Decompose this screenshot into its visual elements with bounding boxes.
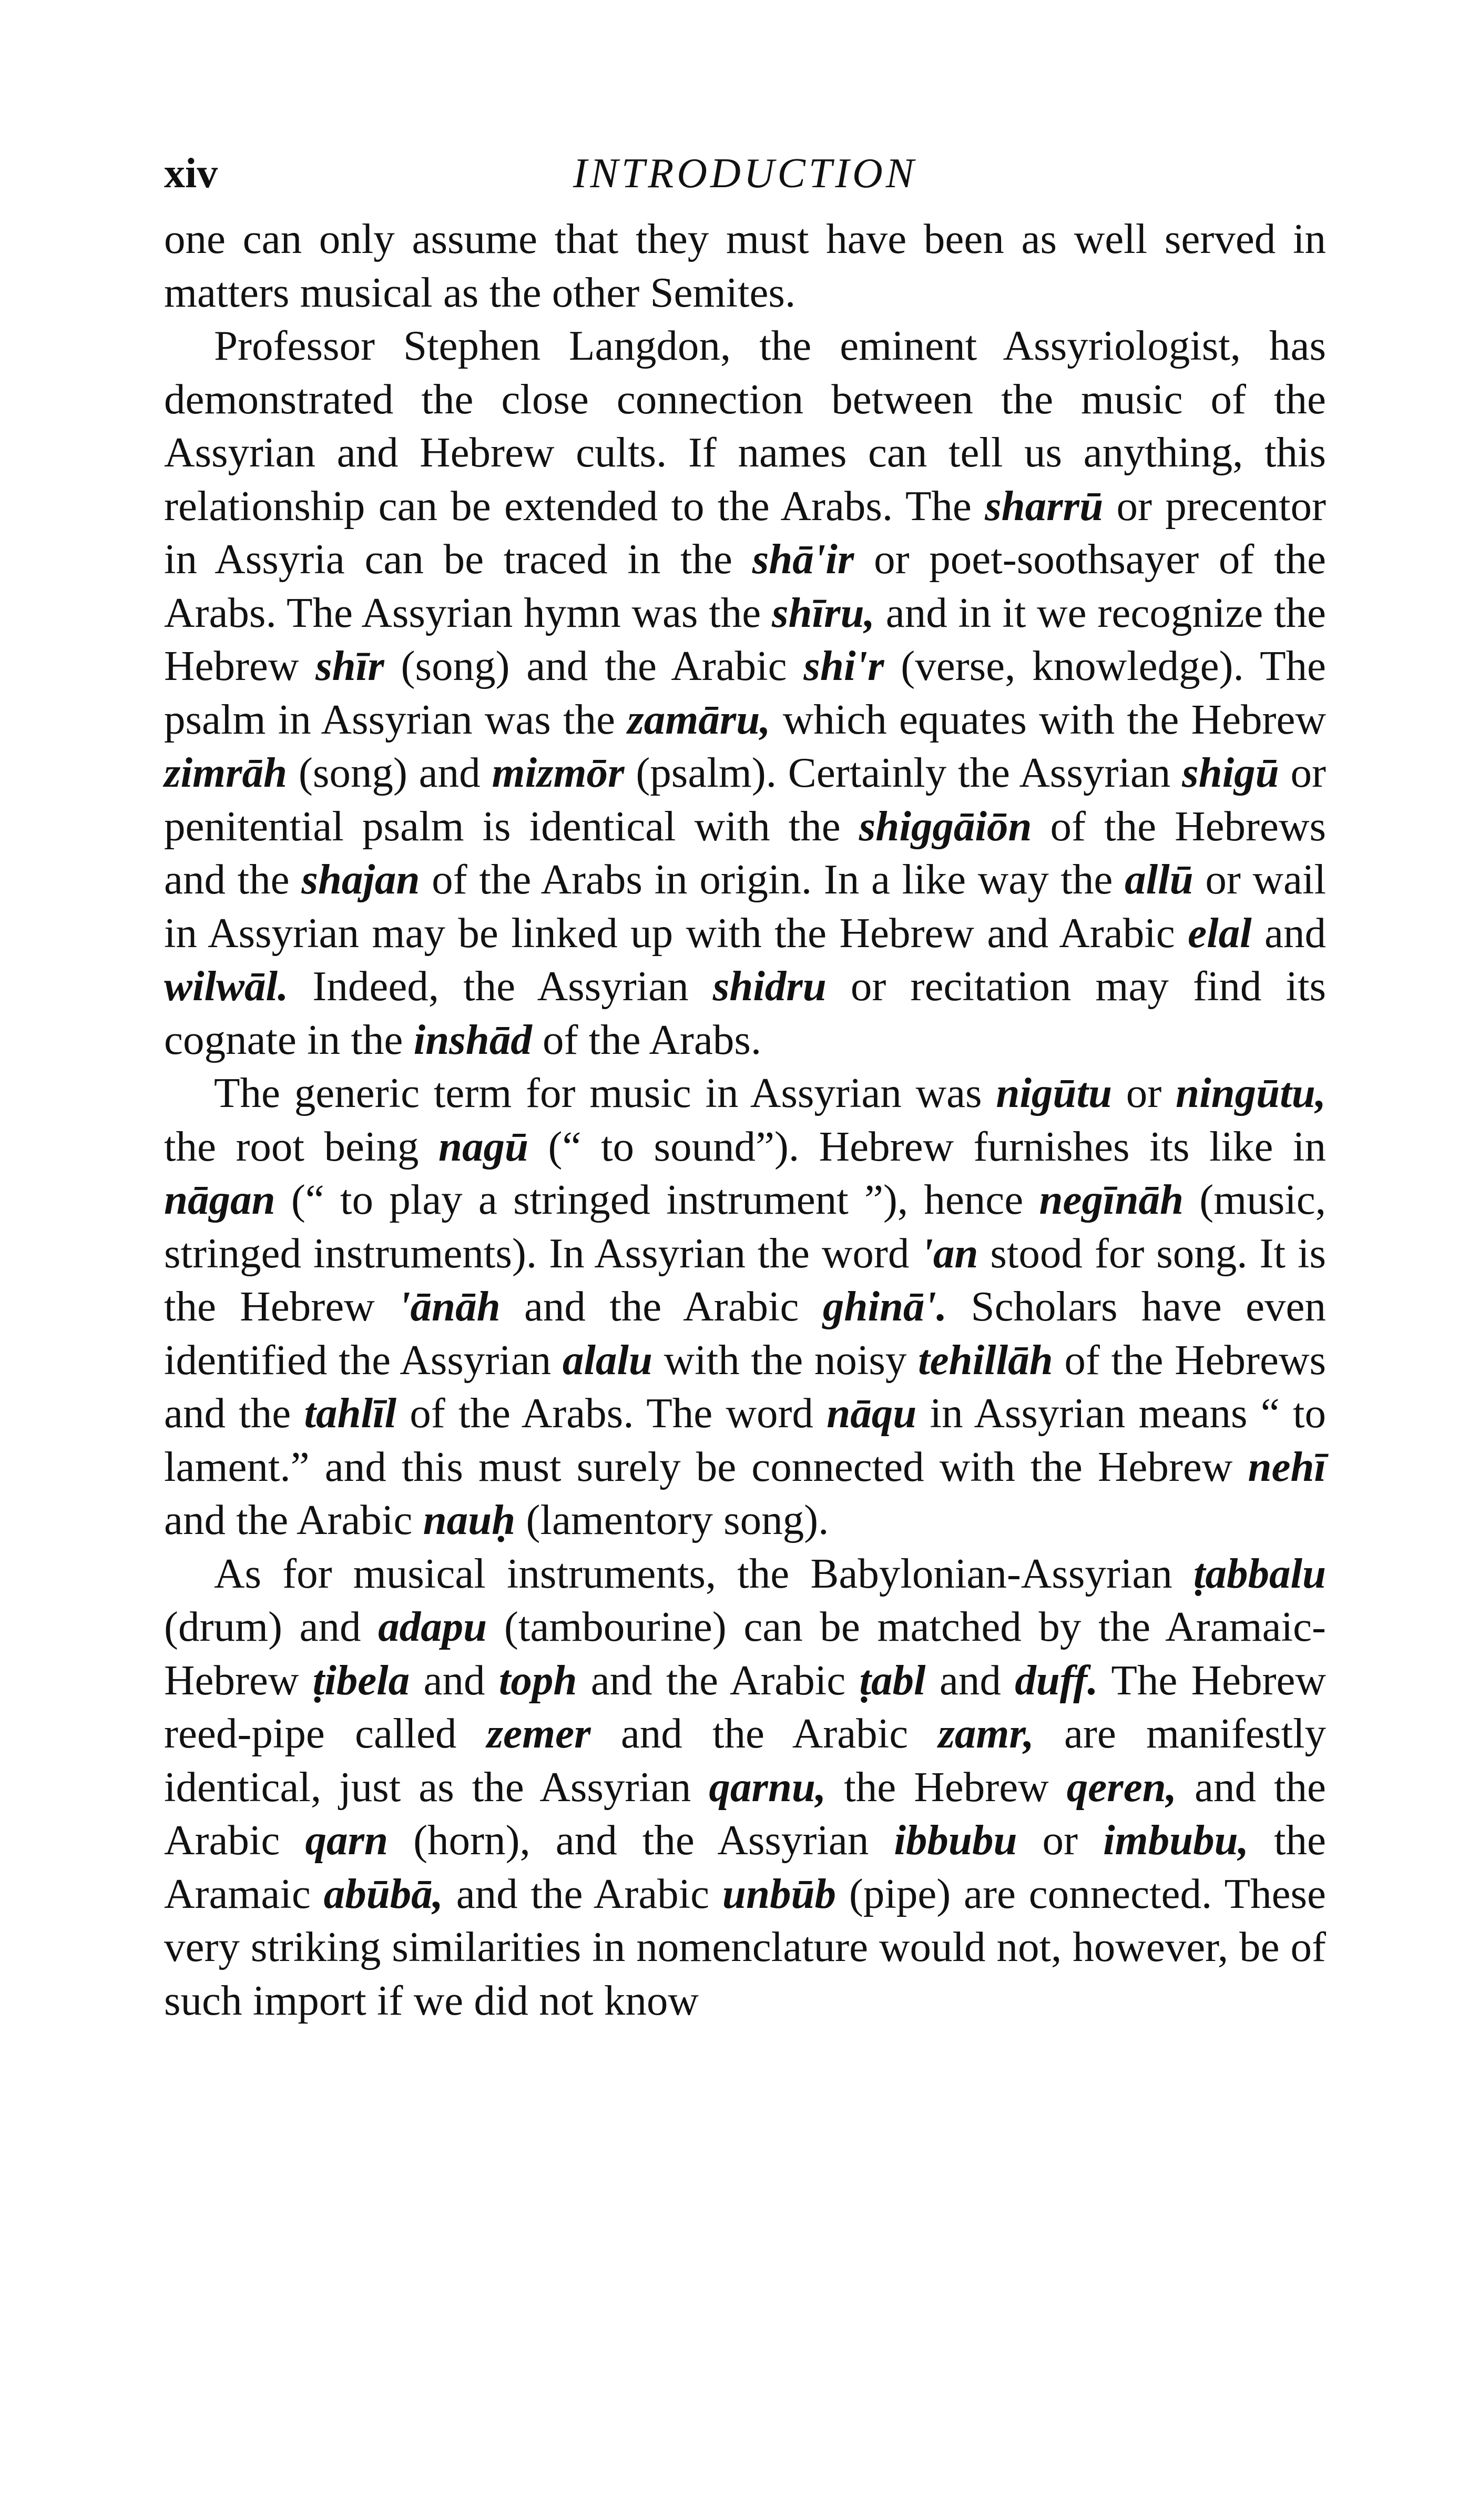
text-run: (lamentory song). [515, 1496, 829, 1543]
body-text [164, 212, 1326, 2027]
text-run: and the Arabic [164, 1763, 1326, 1864]
italic-term: ṭabbalu [1193, 1549, 1326, 1597]
text-run: or precentor in Assyria can be traced in the [164, 482, 1326, 583]
text-run: and [925, 1656, 1015, 1704]
text-run: (tambourine) can be matched by the Aramaic-Hebrew [164, 1603, 1326, 1704]
italic-term: elal [1188, 909, 1252, 957]
italic-term: negīnāh [1039, 1176, 1184, 1223]
text-run: of the Arabs. The word [396, 1389, 827, 1437]
text-run: which equates with the Hebrew [770, 695, 1326, 743]
text-run: (song) and the Arabic [384, 642, 804, 689]
italic-term: duff. [1015, 1656, 1098, 1704]
italic-term: shajan [301, 856, 420, 903]
text-run: (music, stringed instruments). In Assyrian the word [164, 1176, 1326, 1277]
text-run: one can only assume that they must have been as well served in matters musical as the other Semites. [164, 215, 1326, 316]
italic-term: inshād [413, 1015, 532, 1063]
italic-term: wilwāl. [164, 962, 289, 1010]
italic-term: ibbubu [894, 1816, 1017, 1864]
italic-term: qarn [305, 1816, 389, 1864]
text-run: Scholars have even identified the Assyrian [164, 1283, 1326, 1384]
italic-term: 'ānāh [399, 1283, 501, 1330]
text-run: (pipe) are connected. These very striking similarities in nomenclature would not, however, be of such import if we did not know [164, 1869, 1326, 2024]
text-run: or recitation may find its cognate in the [164, 962, 1326, 1063]
italic-term: tehillāh [918, 1336, 1053, 1384]
paragraph-2 [164, 319, 1326, 1066]
paragraph-1 [164, 212, 1326, 319]
text-run: or [1112, 1069, 1176, 1116]
italic-term: qarnu, [709, 1763, 827, 1811]
italic-term: sharrū [985, 482, 1104, 530]
text-run: (drum) and [164, 1603, 379, 1650]
text-run: the Hebrew [826, 1763, 1067, 1811]
italic-term: nāgan [164, 1176, 276, 1223]
text-run: are manifestly identical, just as the Assyrian [164, 1710, 1327, 1811]
running-title: INTRODUCTION [573, 150, 917, 197]
italic-term: abūbā, [323, 1869, 443, 1917]
italic-term: ṭibela [312, 1656, 410, 1704]
text-run: of the Hebrews and the [164, 1336, 1326, 1437]
text-run: or poet-soothsayer of the Arabs. The Assyrian hymn was the [164, 535, 1326, 636]
text-run: The Hebrew reed-pipe called [164, 1656, 1326, 1757]
text-run: (song) and [287, 749, 492, 796]
italic-term: toph [498, 1656, 577, 1704]
paragraph-3 [164, 1066, 1326, 1547]
italic-term: 'an [921, 1229, 978, 1277]
italic-term: nehī [1248, 1442, 1326, 1490]
italic-term: allū [1125, 856, 1194, 903]
text-run: or wail in Assyrian may be linked up with the Hebrew and Arabic [164, 856, 1326, 957]
text-run: (psalm). Certainly the Assyrian [624, 749, 1182, 796]
italic-term: nāqu [827, 1389, 917, 1437]
italic-term: alalu [562, 1336, 652, 1384]
page-number: xiv [164, 150, 218, 197]
text-run: of the Hebrews and the [164, 802, 1326, 903]
italic-term: adapu [378, 1603, 487, 1650]
italic-term: zamr, [938, 1710, 1034, 1757]
page-header [164, 142, 1326, 205]
italic-term: shidru [712, 962, 827, 1010]
italic-term: shā'ir [752, 535, 854, 583]
italic-term: zamāru, [627, 695, 771, 743]
text-run: the root being [164, 1122, 438, 1170]
text-run: (“ to sound”). Hebrew furnishes its like in [528, 1122, 1326, 1170]
paragraph-4 [164, 1547, 1326, 2028]
text-run: (horn), and the Assyrian [388, 1816, 894, 1864]
italic-term: shīr [315, 642, 384, 689]
text-run: of the Arabs in origin. In a like way the [420, 856, 1125, 903]
italic-term: zemer [486, 1710, 591, 1757]
italic-term: ningūtu, [1176, 1069, 1326, 1116]
italic-term: ghinā'. [822, 1283, 947, 1330]
text-run: Professor Stephen Langdon, the eminent Assyriologist, has demonstrated the close connection between the music of the Assyrian and Hebrew cults. If names can tell us anything, this relationship can be extended to the Arabs. The [164, 322, 1326, 530]
text-run: and the Arabic [164, 1496, 423, 1543]
italic-term: unbūb [722, 1869, 837, 1917]
text-run: and the Arabic [500, 1283, 823, 1330]
text-run: or penitential psalm is identical with the [164, 749, 1326, 850]
italic-term: imbubu, [1103, 1816, 1249, 1864]
italic-term: shīru, [772, 588, 875, 636]
italic-term: tahlīl [304, 1389, 397, 1437]
italic-term: nigūtu [996, 1069, 1112, 1116]
text-run: (“ to play a stringed instrument ”), hence [275, 1176, 1039, 1223]
text-run: and [410, 1656, 499, 1704]
book-page [164, 142, 1326, 2027]
italic-term: shi'r [803, 642, 884, 689]
text-run: The generic term for music in Assyrian was [214, 1069, 996, 1116]
text-run: in Assyrian means “ to lament.” and this must surely be connected with the Hebrew [164, 1389, 1326, 1490]
text-run: of the Arabs. [532, 1015, 762, 1063]
text-run: and the Arabic [577, 1656, 860, 1704]
text-run: Indeed, the Assyrian [288, 962, 713, 1010]
italic-term: zimrāh [164, 749, 288, 796]
text-run: stood for song. It is the Hebrew [164, 1229, 1326, 1330]
italic-term: shigū [1182, 749, 1279, 796]
text-run: and [1251, 909, 1327, 957]
italic-term: nauḥ [423, 1496, 516, 1543]
text-run: and in it we recognize the Hebrew [164, 588, 1326, 689]
text-run: or [1017, 1816, 1104, 1864]
italic-term: mizmōr [492, 749, 625, 796]
italic-term: ṭabl [859, 1656, 926, 1704]
italic-term: shiggāiōn [859, 802, 1032, 850]
text-run: the Aramaic [164, 1816, 1326, 1917]
text-run: (verse, knowledge). The psalm in Assyrian was the [164, 642, 1326, 743]
italic-term: nagū [438, 1122, 529, 1170]
text-run: and the Arabic [443, 1869, 722, 1917]
italic-term: qeren, [1066, 1763, 1177, 1811]
text-run: As for musical instruments, the Babylonian-Assyrian [214, 1549, 1194, 1597]
text-run: and the Arabic [590, 1710, 939, 1757]
text-run: with the noisy [652, 1336, 919, 1384]
